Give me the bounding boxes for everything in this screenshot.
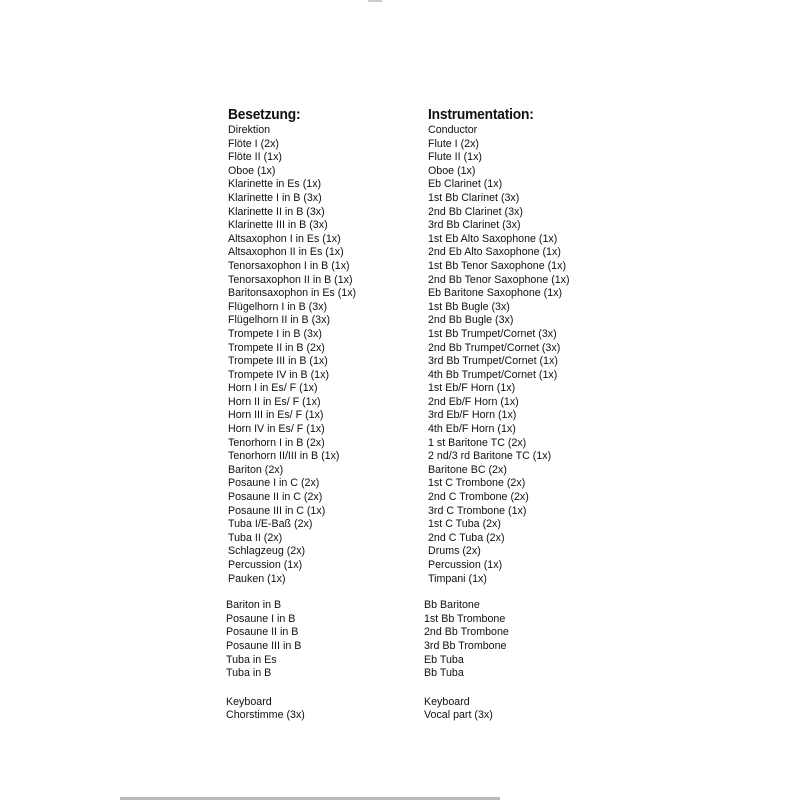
part-list-item: Trompete I in B (3x) xyxy=(228,327,322,340)
part-list-item: Eb Baritone Saxophone (1x) xyxy=(428,287,563,300)
part-list-item: Altsaxophon I in Es (1x) xyxy=(228,232,341,245)
part-list-item: Chorstimme (3x) xyxy=(226,709,305,722)
part-list-item: Klarinette in Es (1x) xyxy=(228,178,322,191)
scan-mark-top xyxy=(368,0,382,2)
part-list-item: Posaune II in B xyxy=(226,626,299,639)
part-list-item: Flöte I (2x) xyxy=(228,137,280,150)
part-list-item: Posaune I in C (2x) xyxy=(228,477,320,490)
part-list-item: 2nd Bb Clarinet (3x) xyxy=(428,205,523,218)
part-list-item: Bb Baritone xyxy=(424,599,480,612)
english-main-parts-list xyxy=(428,124,574,586)
part-list-item: Percussion (1x) xyxy=(228,559,303,571)
part-list-item: 1st Bb Trombone xyxy=(424,612,506,625)
part-list-item: Flöte II (1x) xyxy=(228,151,282,164)
part-list-item: 2nd C Tuba (2x) xyxy=(428,531,505,544)
german-instrumentation-column xyxy=(228,106,360,723)
part-list-item: 2nd Bb Trombone xyxy=(424,626,509,639)
part-list-item: Trompete IV in B (1x) xyxy=(228,368,330,381)
english-instrumentation-column xyxy=(424,106,574,723)
part-list-item: Flute I (2x) xyxy=(428,137,480,150)
part-list-item: 2nd Eb Alto Saxophone (1x) xyxy=(428,246,561,259)
part-list-item: Keyboard xyxy=(226,695,272,708)
part-list-item: Percussion (1x) xyxy=(428,559,503,571)
part-list-item: Eb Tuba xyxy=(424,653,464,666)
part-list-item: Tuba in B xyxy=(226,667,272,680)
part-list-item: Posaune I in B xyxy=(226,612,296,625)
part-list-item: Direktion xyxy=(228,124,271,136)
part-list-item: 4th Eb/F Horn (1x) xyxy=(428,423,516,436)
part-list-item: 1st Eb/F Horn (1x) xyxy=(428,382,516,395)
part-list-item: Timpani (1x) xyxy=(428,572,487,585)
part-list-item: Tuba in Es xyxy=(226,653,277,666)
part-list-item: Schlagzeug (2x) xyxy=(228,545,306,558)
german-other-parts-list xyxy=(226,696,360,723)
part-list-item: Bariton (2x) xyxy=(228,463,284,476)
part-list-item: 1st Bb Bugle (3x) xyxy=(428,300,510,313)
german-main-parts-list xyxy=(228,124,360,586)
part-list-item: Posaune II in C (2x) xyxy=(228,491,323,504)
part-list-item: Eb Clarinet (1x) xyxy=(428,178,503,191)
english-heading: Instrumentation: xyxy=(428,107,534,123)
part-list-item: Tenorsaxophon II in B (1x) xyxy=(228,273,353,286)
part-list-item: 2nd Bb Tenor Saxophone (1x) xyxy=(428,273,570,286)
part-list-item: Trompete III in B (1x) xyxy=(228,355,328,368)
part-list-item: Bariton in B xyxy=(226,599,282,612)
part-list-item: 2nd Bb Trumpet/Cornet (3x) xyxy=(428,341,561,354)
part-list-item: Klarinette I in B (3x) xyxy=(228,191,322,204)
part-list-item: 3rd Bb Trumpet/Cornet (1x) xyxy=(428,355,558,368)
part-list-item: 1st C Trombone (2x) xyxy=(428,477,526,490)
part-list-item: Posaune III in C (1x) xyxy=(228,504,326,517)
part-list-item: Oboe (1x) xyxy=(228,164,276,177)
part-list-item: Pauken (1x) xyxy=(228,572,286,585)
english-other-parts-list xyxy=(424,696,574,723)
part-list-item: 3rd Eb/F Horn (1x) xyxy=(428,409,517,422)
part-list-item: 3rd Bb Trombone xyxy=(424,639,507,652)
part-list-item: 3rd C Trombone (1x) xyxy=(428,504,527,517)
part-list-item: Bb Tuba xyxy=(424,667,464,680)
part-list-item: Drums (2x) xyxy=(428,545,481,558)
part-list-item: Tenorhorn II/III in B (1x) xyxy=(228,450,340,463)
part-list-item: Horn I in Es/ F (1x) xyxy=(228,382,318,395)
part-list-item: Flute II (1x) xyxy=(428,151,482,164)
part-list-item: Horn III in Es/ F (1x) xyxy=(228,409,324,422)
part-list-item: Altsaxophon II in Es (1x) xyxy=(228,246,344,259)
english-extra-parts-list xyxy=(424,599,574,681)
part-list-item: Tuba I/E-Baß (2x) xyxy=(228,518,313,531)
part-list-item: Flügelhorn I in B (3x) xyxy=(228,300,328,313)
part-list-item: Klarinette III in B (3x) xyxy=(228,219,328,232)
part-list-item: 4th Bb Trumpet/Cornet (1x) xyxy=(428,368,558,381)
part-list-item: Flügelhorn II in B (3x) xyxy=(228,314,331,327)
part-list-item: 1st Bb Trumpet/Cornet (3x) xyxy=(428,327,557,340)
part-list-item: 2nd Bb Bugle (3x) xyxy=(428,314,514,327)
part-list-item: 1st C Tuba (2x) xyxy=(428,518,501,531)
part-list-item: 1 st Baritone TC (2x) xyxy=(428,436,527,449)
german-extra-parts-list xyxy=(226,599,360,681)
part-list-item: 1st Bb Tenor Saxophone (1x) xyxy=(428,259,567,272)
part-list-item: 2nd C Trombone (2x) xyxy=(428,491,529,504)
part-list-item: 2nd Eb/F Horn (1x) xyxy=(428,395,519,408)
part-list-item: Conductor xyxy=(428,124,478,136)
part-list-item: 3rd Bb Clarinet (3x) xyxy=(428,219,521,232)
part-list-item: Vocal part (3x) xyxy=(424,709,493,722)
part-list-item: Tuba II (2x) xyxy=(228,531,283,544)
part-list-item: 1st Bb Clarinet (3x) xyxy=(428,191,520,204)
part-list-item: 1st Eb Alto Saxophone (1x) xyxy=(428,232,558,245)
part-list-item: Trompete II in B (2x) xyxy=(228,341,325,354)
german-heading: Besetzung: xyxy=(228,107,301,123)
part-list-item: Posaune III in B xyxy=(226,639,302,652)
part-list-item: Oboe (1x) xyxy=(428,164,476,177)
part-list-item: Horn IV in Es/ F (1x) xyxy=(228,423,325,436)
part-list-item: Klarinette II in B (3x) xyxy=(228,205,325,218)
part-list-item: Tenorsaxophon I in B (1x) xyxy=(228,259,350,272)
part-list-item: Horn II in Es/ F (1x) xyxy=(228,395,321,408)
part-list-item: Baritone BC (2x) xyxy=(428,463,507,476)
part-list-item: Baritonsaxophon in Es (1x) xyxy=(228,287,357,300)
part-list-item: Keyboard xyxy=(424,695,470,708)
part-list-item: Tenorhorn I in B (2x) xyxy=(228,436,325,449)
part-list-item: 2 nd/3 rd Baritone TC (1x) xyxy=(428,450,552,463)
